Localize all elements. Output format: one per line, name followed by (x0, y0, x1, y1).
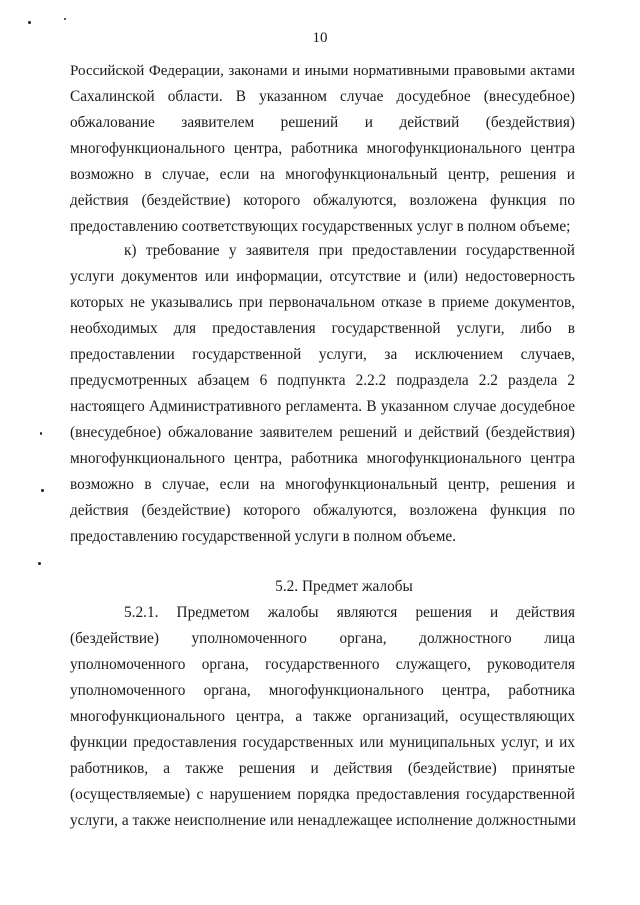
scan-speck (40, 432, 42, 435)
text-line: многофункционального центра, работника многофункционального центра (70, 450, 575, 467)
text-line: действия (бездействие) которого обжалуются, возложена функция по (70, 502, 575, 519)
scan-speck (41, 489, 44, 492)
scan-speck (28, 21, 31, 24)
text-line: работников, а также решения и действия (бездействие) принятые (70, 760, 575, 777)
text-line: услуги документов или информации, отсутствие и (или) недостоверность (70, 268, 575, 285)
text-line: 5.2.1. Предметом жалобы являются решения и действия (124, 604, 575, 621)
scan-speck (64, 18, 66, 20)
text-line: к) требование у заявителя при предоставлении государственной (124, 242, 575, 259)
text-line: действия (бездействие) которого обжалуются, возложена функция по (70, 192, 575, 209)
text-line: предоставлению соответствующих государственных услуг в полном объеме; (70, 218, 571, 235)
text-line: предоставлению государственной услуги в полном объеме. (70, 528, 457, 545)
text-line: (бездействие) уполномоченного органа, должностного лица (70, 630, 575, 647)
text-line: возможно в случае, если на многофункциональный центр, решения и (70, 476, 575, 493)
text-line: предоставлении государственной услуги, за исключением случаев, (70, 346, 575, 363)
text-line: многофункционального центра, а также организаций, осуществляющих (70, 708, 575, 725)
text-line: (осуществляемые) с нарушением порядка предоставления государственной (70, 786, 575, 803)
text-line: Сахалинской области. В указанном случае досудебное (внесудебное) (70, 88, 575, 105)
page-number: 10 (312, 30, 328, 46)
text-line: которых не указывались при первоначальном отказе в приеме документов, (70, 294, 575, 311)
text-line: уполномоченного органа, многофункционального центра, работника (70, 682, 575, 699)
text-line: функции предоставления государственных или муниципальных услуг, и их (70, 734, 575, 751)
text-line: многофункционального центра, работника многофункционального центра (70, 140, 575, 157)
scan-speck (38, 562, 41, 565)
text-line: Российской Федерации, законами и иными нормативными правовыми актами (70, 63, 575, 79)
text-line: настоящего Административного регламента. В указанном случае досудебное (70, 398, 575, 415)
text-line: возможно в случае, если на многофункциональный центр, решения и (70, 166, 575, 183)
text-line: необходимых для предоставления государственной услуги, либо в (70, 320, 575, 337)
text-line: (внесудебное) обжалование заявителем решений и действий (бездействия) (70, 424, 575, 441)
text-line: услуги, а также неисполнение или ненадлежащее исполнение должностными (70, 812, 576, 829)
text-line: обжалование заявителем решений и действий (бездействия) (70, 114, 575, 131)
text-line: предусмотренных абзацем 6 подпункта 2.2.2 подраздела 2.2 раздела 2 (70, 372, 575, 389)
text-line: уполномоченного органа, государственного служащего, руководителя (70, 656, 575, 673)
section-heading: 5.2. Предмет жалобы (275, 578, 413, 595)
